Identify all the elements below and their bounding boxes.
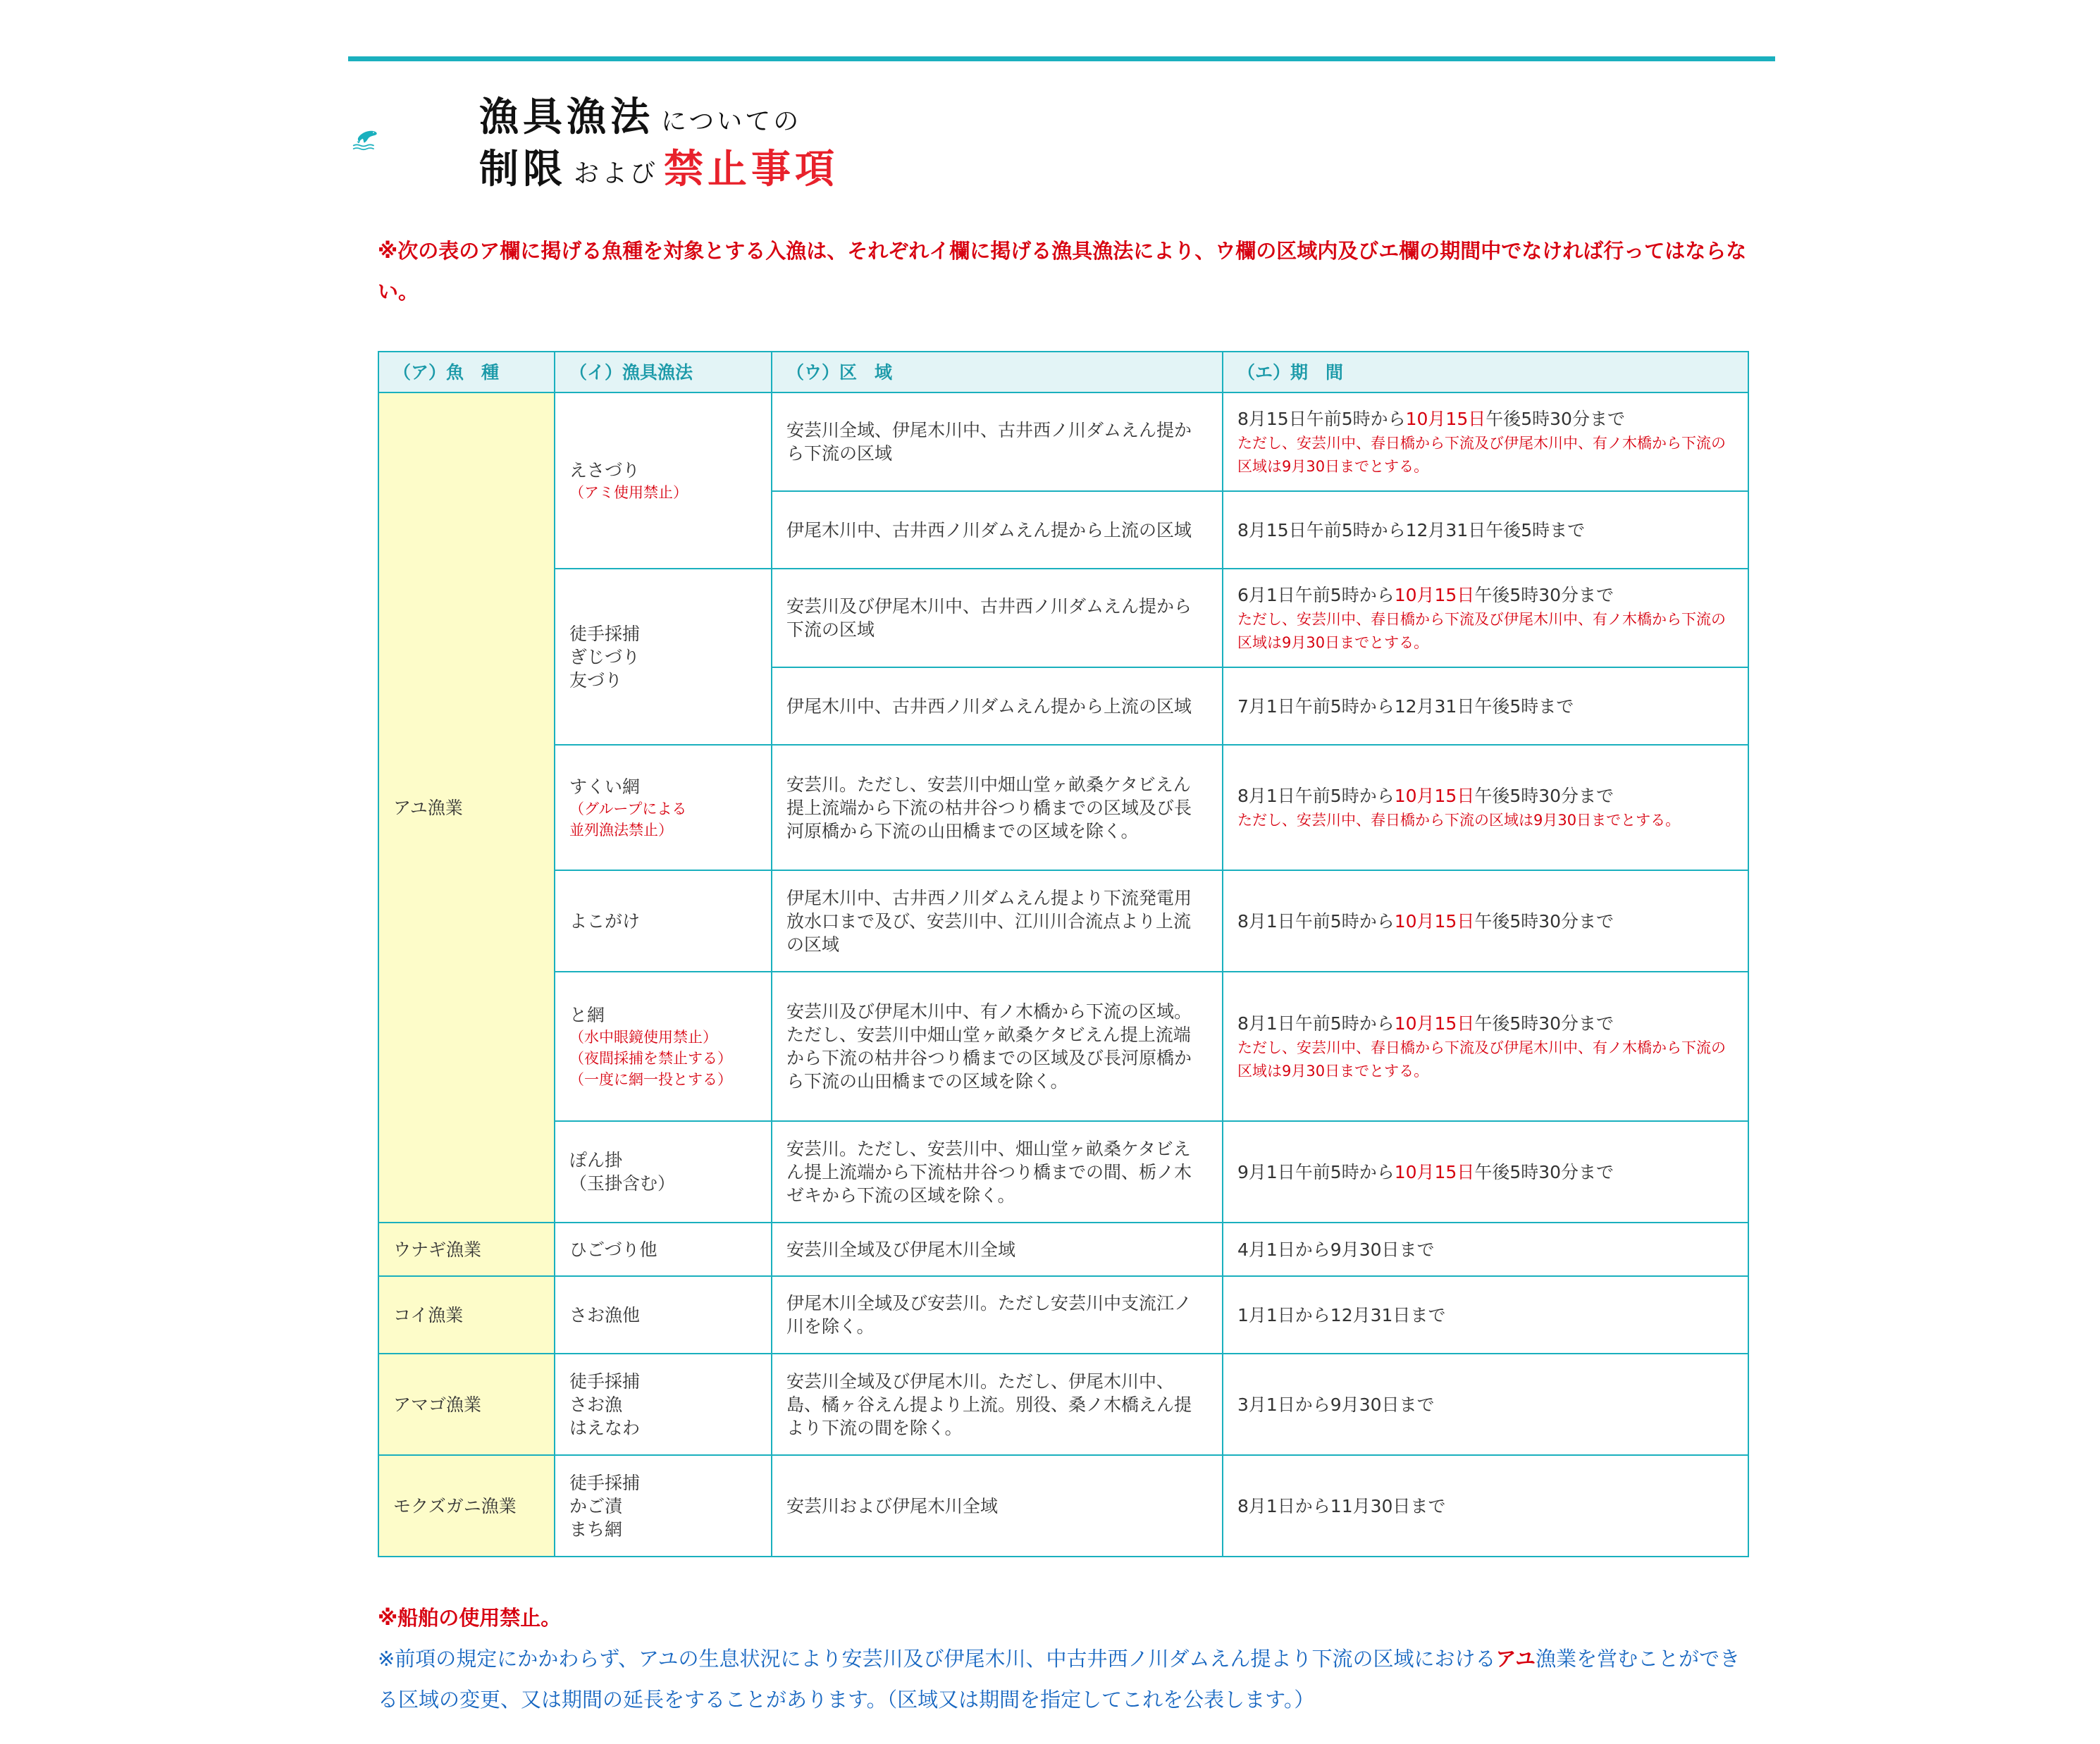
- period-cell: 4月1日から9月30日まで: [1223, 1223, 1748, 1276]
- method-cell: [555, 745, 772, 870]
- area-cell: 安芸川。ただし、安芸川中、畑山堂ヶ畝桑ケタビえん提上流端から下流枯井谷つり橋までの間、栃ノ木ゼキから下流の区域を除く。: [772, 1121, 1223, 1223]
- area-cell: 安芸川および伊尾木川全域: [772, 1455, 1223, 1557]
- period-note: ただし、安芸川中、春日橋から下流及び伊尾木川中、有ノ木橋から下流の区域は9月30日までとする。: [1237, 1039, 1726, 1080]
- area-cell: 伊尾木川全域及び安芸川。ただし安芸川中支流江ノ川を除く。: [772, 1276, 1223, 1354]
- species-cell-unagi: ウナギ漁業: [378, 1223, 555, 1276]
- method-name: 徒手採捕: [569, 1472, 641, 1493]
- period-end-date: 10月15日: [1394, 1013, 1475, 1034]
- change-notice-ayu: アユ: [1495, 1647, 1536, 1671]
- period-end-time: 午後5時30分まで: [1486, 408, 1625, 429]
- method-name: 友づり: [569, 669, 623, 691]
- table-row: [378, 745, 1748, 870]
- header-area: （ウ）区 域: [772, 352, 1223, 392]
- top-divider: [348, 56, 1775, 61]
- period-note: ただし、安芸川中、春日橋から下流の区域は9月30日までとする。: [1237, 812, 1681, 829]
- intro-notice: ※次の表のア欄に掲げる魚種を対象とする入漁は、それぞれイ欄に掲げる漁具漁法により、ウ欄の区域内及びエ欄の期間中でなければ行ってはならない。: [378, 239, 1747, 304]
- period-end-time: 午後5時30分まで: [1474, 1161, 1614, 1182]
- method-cell: さお漁他: [555, 1276, 772, 1354]
- method-note: 並列漁法禁止）: [569, 821, 673, 839]
- table-row: [378, 392, 1748, 491]
- title-main-2: 制限: [479, 147, 567, 192]
- method-note: （水中眼鏡使用禁止）: [569, 1028, 717, 1046]
- method-name: まち網: [569, 1519, 623, 1540]
- change-notice-part: 漁業を営むことができる区域の変更、又は期間の延長をすることがあります。（区域又は期間を指定してこれを公表します。）: [378, 1647, 1741, 1712]
- method-name: えさづり: [569, 459, 641, 481]
- change-notice-part: ※前項の規定にかかわらず、アユの生息状況により安芸川及び伊尾木川、中古井西ノ川ダムえん提より下流の区域における: [378, 1647, 1496, 1671]
- method-name: ぎじづり: [569, 646, 641, 667]
- area-cell: 安芸川及び伊尾木川中、古井西ノ川ダムえん提から下流の区域: [772, 569, 1223, 667]
- title-sub-2: および: [574, 159, 659, 188]
- boat-ban-notice: ※船舶の使用禁止。: [378, 1606, 562, 1630]
- method-name: かご漬: [569, 1495, 623, 1516]
- period-start: 8月1日午前5時から: [1237, 1013, 1395, 1034]
- area-cell: 安芸川全域及び伊尾木川。ただし、伊尾木川中、島、橘ヶ谷えん提より上流。別役、桑ノ木橋えん提より下流の間を除く。: [772, 1354, 1223, 1455]
- table-row: [378, 1223, 1748, 1276]
- period-cell: [1223, 1121, 1748, 1223]
- species-cell-mokuzu: モクズガニ漁業: [378, 1455, 555, 1557]
- area-cell: 安芸川全域及び伊尾木川全域: [772, 1223, 1223, 1276]
- method-cell: [555, 1121, 772, 1223]
- period-cell: 8月15日午前5時から12月31日午後5時まで: [1223, 491, 1748, 569]
- method-name: すくい網: [569, 776, 641, 797]
- period-end-date: 10月15日: [1394, 584, 1475, 605]
- method-note: （夜間採捕を禁止する）: [569, 1049, 732, 1067]
- period-end-date: 10月15日: [1405, 408, 1486, 429]
- period-end-time: 午後5時30分まで: [1474, 584, 1614, 605]
- period-cell: 7月1日午前5時から12月31日午後5時まで: [1223, 667, 1748, 745]
- period-start: 6月1日午前5時から: [1237, 584, 1395, 605]
- period-cell: 1月1日から12月31日まで: [1223, 1276, 1748, 1354]
- method-note: （グループによる: [569, 800, 687, 817]
- area-cell: 伊尾木川中、古井西ノ川ダムえん提から上流の区域: [772, 667, 1223, 745]
- area-cell: 伊尾木川中、古井西ノ川ダムえん提から上流の区域: [772, 491, 1223, 569]
- period-end-time: 午後5時30分まで: [1474, 786, 1614, 806]
- change-notice: [378, 1638, 1759, 1720]
- title-main-1: 漁具漁法: [479, 94, 654, 140]
- method-name: ぽん掛: [569, 1150, 623, 1170]
- period-cell: [1223, 972, 1748, 1121]
- period-cell: 8月1日から11月30日まで: [1223, 1455, 1748, 1557]
- method-cell: [555, 1354, 772, 1455]
- method-name: 徒手採捕: [569, 1371, 641, 1392]
- period-end-date: 10月15日: [1394, 910, 1475, 932]
- period-start: 8月1日午前5時から: [1237, 786, 1395, 806]
- method-cell: [555, 392, 772, 569]
- method-name: と網: [569, 1004, 605, 1025]
- table-row: [378, 1455, 1748, 1557]
- method-cell: [555, 972, 772, 1121]
- period-start: 9月1日午前5時から: [1237, 1161, 1395, 1182]
- method-name: 徒手採捕: [569, 623, 641, 644]
- method-note: （アミ使用禁止）: [569, 483, 688, 501]
- area-cell: 伊尾木川中、古井西ノ川ダムえん提より下流発電用放水口まで及び、安芸川中、江川川合流点より上流の区域: [772, 870, 1223, 972]
- table-row: [378, 1276, 1748, 1354]
- method-cell: よこがけ: [555, 870, 772, 972]
- area-cell: 安芸川。ただし、安芸川中畑山堂ヶ畝桑ケタビえん提上流端から下流の枯井谷つり橋までの区域及び長河原橋から下流の山田橋までの区域を除く。: [772, 745, 1223, 870]
- period-cell: [1223, 392, 1748, 491]
- table-row: [378, 870, 1748, 972]
- table-row: [378, 569, 1748, 667]
- period-start: 8月15日午前5時から: [1237, 408, 1406, 429]
- fishing-rules-table: [378, 351, 1749, 1557]
- period-cell: [1223, 745, 1748, 870]
- period-end-date: 10月15日: [1394, 1161, 1475, 1182]
- period-end-time: 午後5時30分まで: [1474, 910, 1614, 932]
- period-cell: [1223, 870, 1748, 972]
- header-period: （エ）期 間: [1223, 352, 1748, 392]
- table-header-row: [378, 352, 1748, 392]
- method-cell: [555, 1455, 772, 1557]
- method-name: （玉掛含む）: [569, 1173, 676, 1194]
- page-title: [479, 90, 839, 194]
- period-end-date: 10月15日: [1394, 786, 1475, 806]
- table-row: [378, 1121, 1748, 1223]
- method-cell: ひごづり他: [555, 1223, 772, 1276]
- period-cell: 3月1日から9月30日まで: [1223, 1354, 1748, 1455]
- table-row: [378, 1354, 1748, 1455]
- species-cell-koi: コイ漁業: [378, 1276, 555, 1354]
- period-cell: [1223, 569, 1748, 667]
- method-note: （一度に網一投とする）: [569, 1070, 732, 1088]
- period-end-time: 午後5時30分まで: [1474, 1013, 1614, 1034]
- title-sub-1: についての: [661, 107, 802, 136]
- period-start: 8月1日午前5時から: [1237, 910, 1395, 932]
- period-note: ただし、安芸川中、春日橋から下流及び伊尾木川中、有ノ木橋から下流の区域は9月30日までとする。: [1237, 610, 1726, 651]
- area-cell: 安芸川及び伊尾木川中、有ノ木橋から下流の区域。ただし、安芸川中畑山堂ヶ畝桑ケタビえん提上流端から下流の枯井谷つり橋までの区域及び長河原橋から下流の山田橋までの区域を除く。: [772, 972, 1223, 1121]
- area-cell: 安芸川全域、伊尾木川中、古井西ノ川ダムえん提から下流の区域: [772, 392, 1223, 491]
- header-method: （イ）漁具漁法: [555, 352, 772, 392]
- method-cell: [555, 569, 772, 745]
- period-note: ただし、安芸川中、春日橋から下流及び伊尾木川中、有ノ木橋から下流の区域は9月30日までとする。: [1237, 434, 1726, 475]
- header-species: （ア）魚 種: [378, 352, 555, 392]
- species-cell-amago: アマゴ漁業: [378, 1354, 555, 1455]
- method-name: はえなわ: [569, 1417, 641, 1438]
- method-name: さお漁: [569, 1394, 623, 1415]
- fish-waves-icon: [352, 85, 479, 197]
- table-row: [378, 972, 1748, 1121]
- title-prohibited: 禁止事項: [664, 147, 839, 192]
- species-cell-ayu: アユ漁業: [378, 392, 555, 1223]
